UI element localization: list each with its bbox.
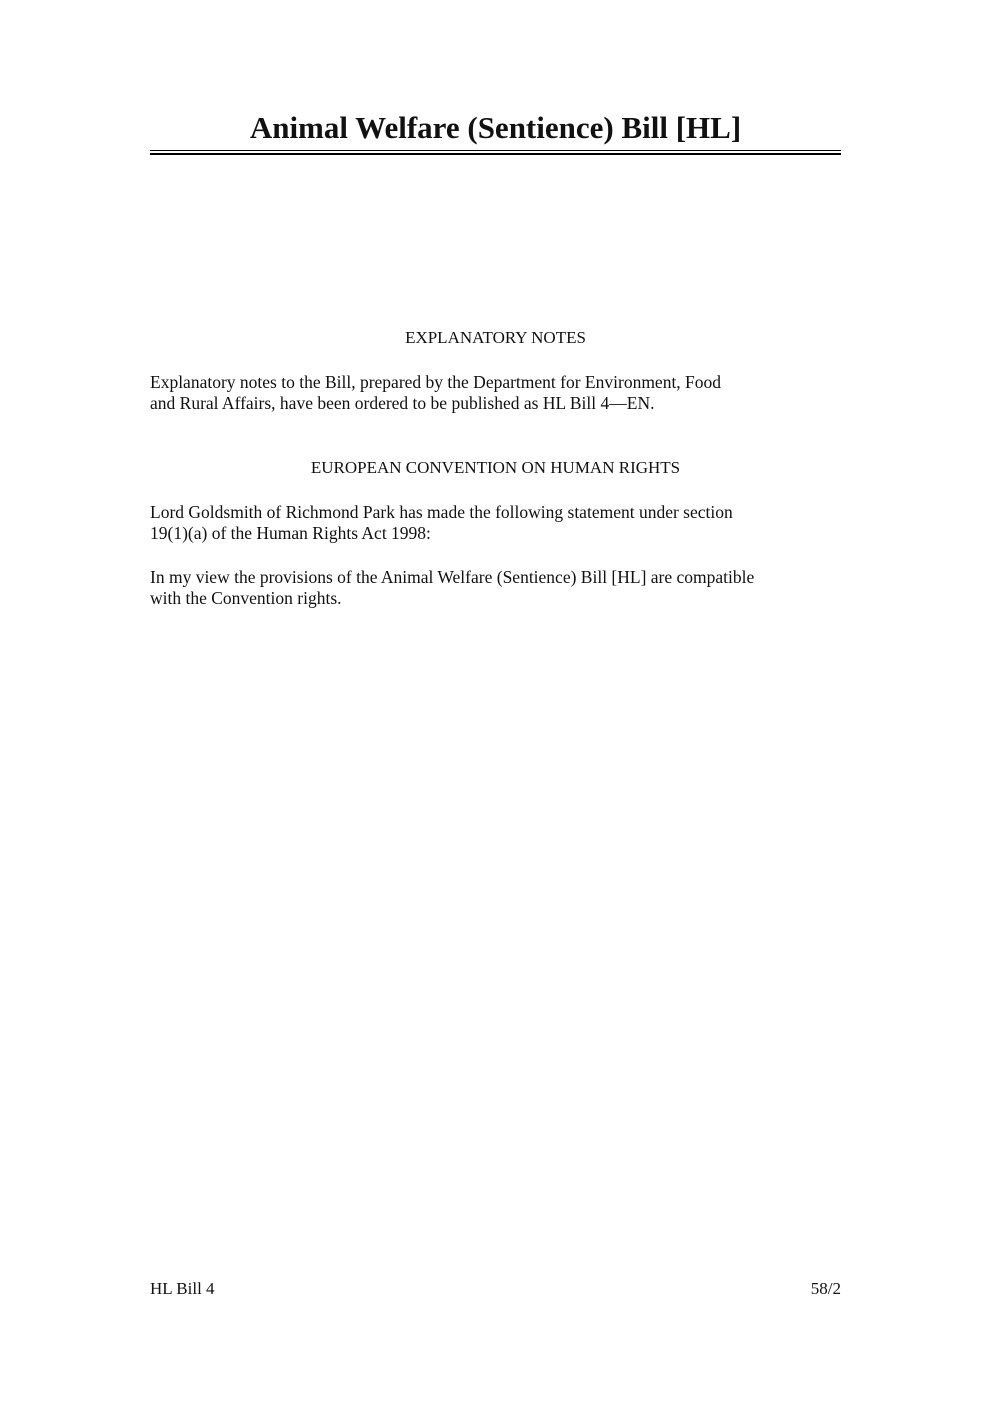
- echr-statement-paragraph: [150, 502, 850, 544]
- section-heading-explanatory-notes: EXPLANATORY NOTES: [405, 328, 586, 347]
- echr-compatibility-paragraph: [150, 567, 850, 609]
- footer-bill-number: HL Bill 4: [150, 1279, 215, 1298]
- paragraph-line: with the Convention rights.: [150, 588, 342, 608]
- paragraph-line: and Rural Affairs, have been ordered to be published as HL Bill 4—EN.: [150, 393, 655, 413]
- title-rule-thin: [150, 150, 841, 151]
- footer-page-reference: 58/2: [810, 1279, 841, 1298]
- section-heading-echr: EUROPEAN CONVENTION ON HUMAN RIGHTS: [310, 458, 681, 477]
- paragraph-line: 19(1)(a) of the Human Rights Act 1998:: [150, 523, 431, 543]
- paragraph-line: Lord Goldsmith of Richmond Park has made the following statement under section: [150, 502, 733, 522]
- explanatory-notes-paragraph: [150, 372, 850, 414]
- bill-title: Animal Welfare (Sentience) Bill [HL]: [249, 110, 742, 145]
- title-rule-thick: [150, 153, 841, 155]
- paragraph-line: In my view the provisions of the Animal Welfare (Sentience) Bill [HL] are compatible: [150, 567, 755, 587]
- paragraph-line: Explanatory notes to the Bill, prepared by the Department for Environment, Food: [150, 372, 722, 392]
